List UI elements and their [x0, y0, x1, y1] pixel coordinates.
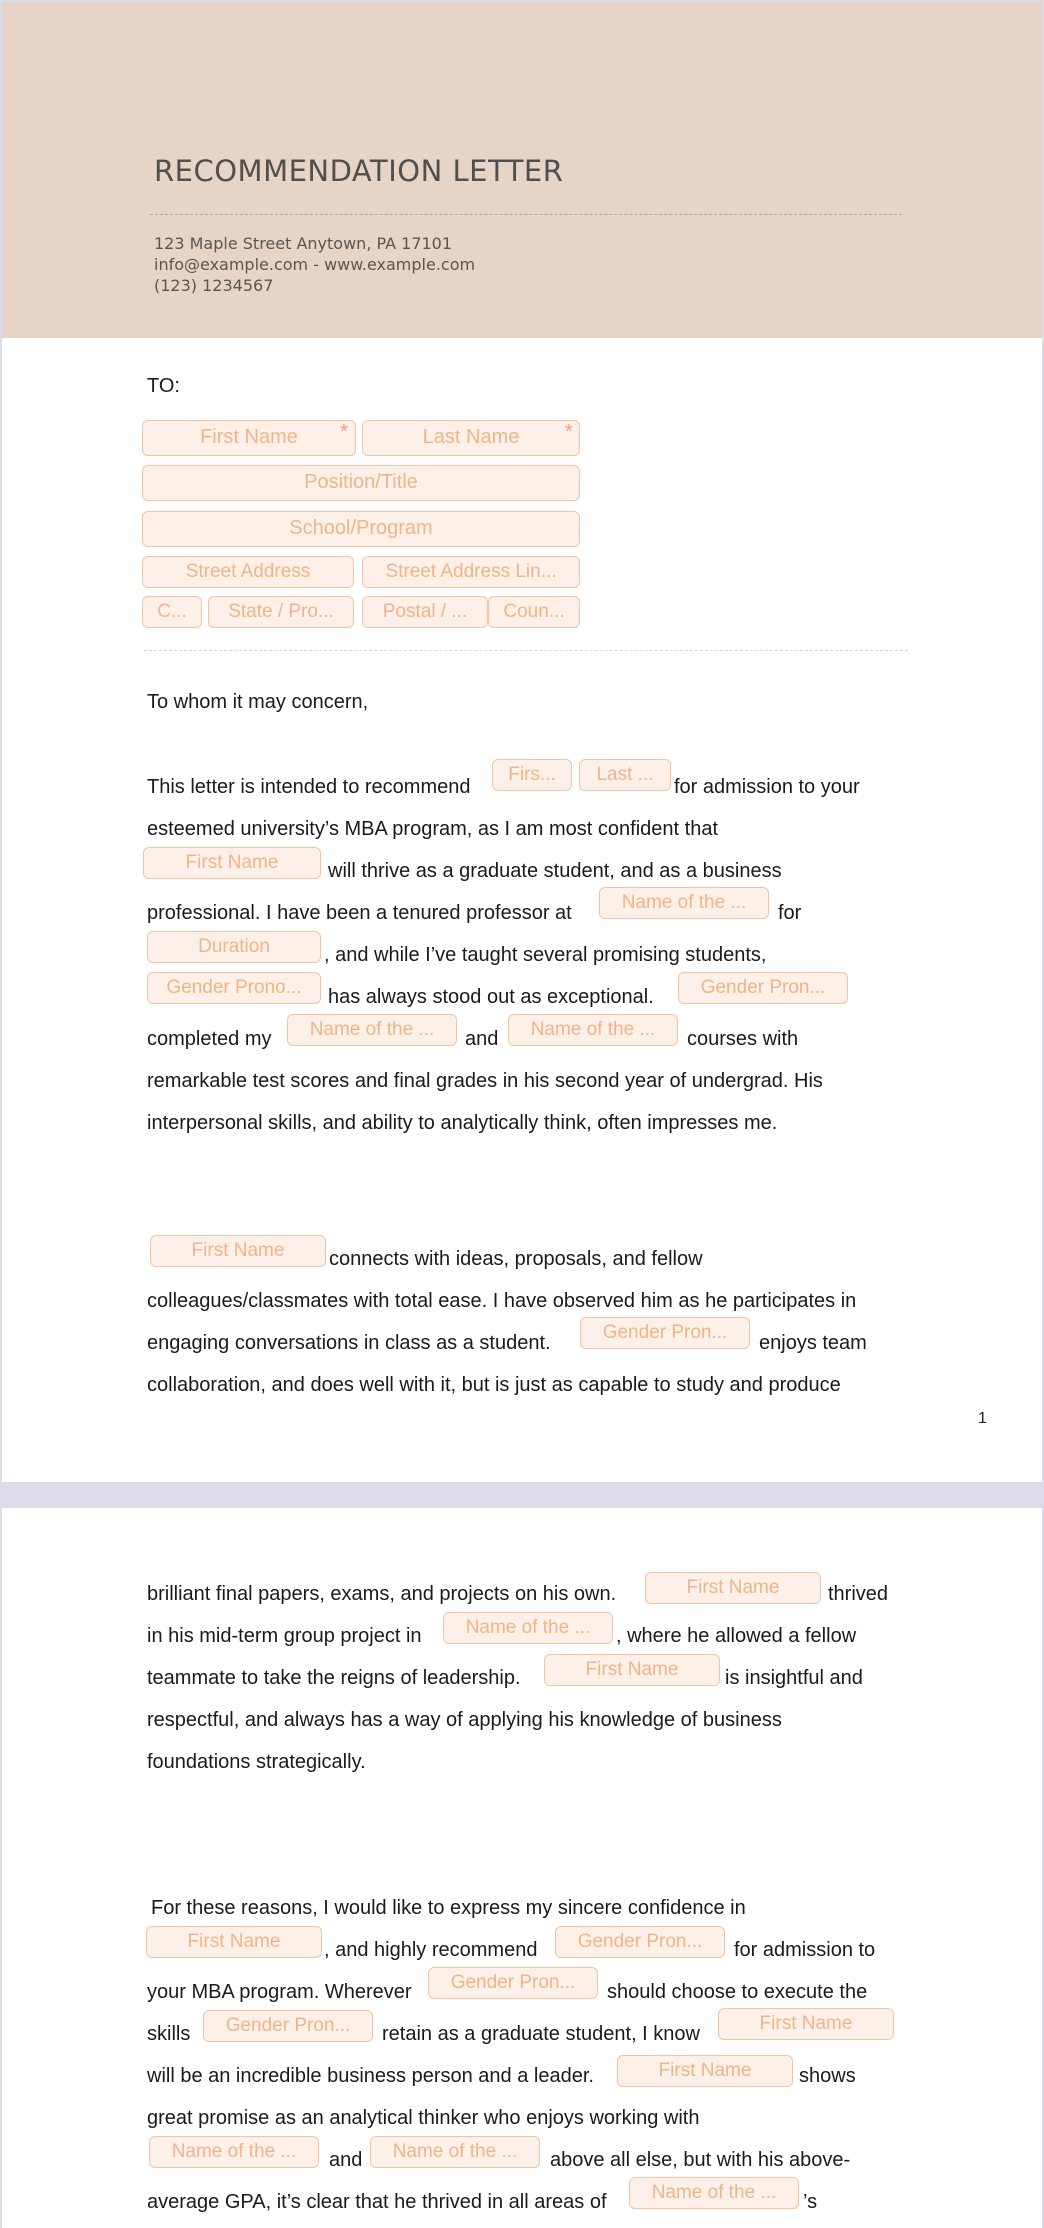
letter-text: , and while I’ve taught several promising students,: [324, 944, 767, 966]
state-province-field[interactable]: State / Pro...: [208, 596, 354, 628]
first-name-field[interactable]: First Name: [146, 1926, 322, 1958]
letter-text: skills: [147, 2023, 191, 2045]
section-divider: [144, 650, 908, 651]
letter-text: will thrive as a graduate student, and as a business: [328, 860, 782, 882]
letter-text: above all else, but with his above-: [550, 2149, 851, 2171]
letter-text: , where he allowed a fellow: [616, 1625, 857, 1647]
letter-text: great promise as an analytical thinker who enjoys working with: [147, 2107, 700, 2129]
country-field[interactable]: Coun...: [488, 596, 580, 628]
letter-text: collaboration, and does well with it, but is just as capable to study and produce: [147, 1374, 841, 1396]
letter-text: enjoys team: [759, 1332, 867, 1354]
letter-text: for admission to your: [674, 776, 860, 798]
letter-text: This letter is intended to recommend: [147, 776, 471, 798]
letter-text: and: [329, 2149, 363, 2171]
address-text: 123 Maple Street Anytown, PA 17101: [154, 234, 453, 253]
gender-pronoun-field[interactable]: Gender Pron...: [428, 1967, 598, 1999]
document-page-2: [2, 1508, 1042, 2228]
required-mark: *: [340, 421, 348, 443]
first-name-field[interactable]: First Name: [718, 2008, 894, 2040]
letter-text: average GPA, it’s clear that he thrived in all areas of: [147, 2191, 607, 2213]
letter-text: will be an incredible business person and a leader.: [147, 2065, 594, 2087]
school-program-field[interactable]: School/Program: [142, 511, 580, 547]
duration-field[interactable]: Duration: [147, 931, 321, 963]
required-mark: *: [565, 421, 573, 443]
subject-name-field[interactable]: Name of the ...: [370, 2136, 540, 2168]
letter-text: your MBA program. Wherever: [147, 1981, 412, 2003]
letter-text: shows: [799, 2065, 856, 2087]
to-last-name-field[interactable]: Last Name: [362, 420, 580, 456]
letter-text: interpersonal skills, and ability to analytically think, often impresses me.: [147, 1112, 778, 1134]
letter-text: for: [778, 902, 802, 924]
letter-text: esteemed university’s MBA program, as I am most confident that: [147, 818, 718, 840]
project-name-field[interactable]: Name of the ...: [443, 1612, 613, 1644]
letter-text: colleagues/classmates with total ease. I have observed him as he participates in: [147, 1290, 857, 1312]
letterhead: [2, 2, 1042, 338]
first-name-field[interactable]: First Name: [544, 1654, 720, 1686]
first-name-field[interactable]: First Name: [150, 1235, 326, 1267]
recommended-last-name-field[interactable]: Last ...: [579, 759, 671, 791]
letter-text: , and highly recommend: [324, 1939, 538, 1961]
subject-name-field[interactable]: Name of the ...: [149, 2136, 319, 2168]
letter-text: ’s: [803, 2191, 818, 2213]
salutation: To whom it may concern,: [147, 691, 369, 713]
phone-text: (123) 1234567: [154, 276, 274, 295]
letter-text: completed my: [147, 1028, 272, 1050]
page-number: 1: [978, 1410, 987, 1427]
letter-text: has always stood out as exceptional.: [328, 986, 654, 1008]
letter-text: should choose to execute the: [607, 1981, 868, 2003]
letter-text: foundations strategically.: [147, 1751, 366, 1773]
gender-pronoun-field[interactable]: Gender Pron...: [555, 1926, 725, 1958]
letter-text: for admission to: [734, 1939, 876, 1961]
postal-code-field[interactable]: Postal / ...: [362, 596, 488, 628]
divider: [150, 214, 902, 215]
gender-pronoun-field[interactable]: Gender Pron...: [203, 2010, 373, 2042]
street-address-line2-field[interactable]: Street Address Lin...: [362, 556, 580, 588]
letter-text: courses with: [687, 1028, 799, 1050]
institution-name-field[interactable]: Name of the ...: [599, 887, 769, 919]
to-first-name-field[interactable]: First Name: [142, 420, 356, 456]
to-label: TO:: [147, 375, 180, 397]
program-name-field[interactable]: Name of the ...: [629, 2177, 799, 2209]
gender-pronoun-field[interactable]: Gender Pron...: [678, 972, 848, 1004]
letter-text: professional. I have been a tenured professor at: [147, 902, 572, 924]
letter-text: engaging conversations in class as a student.: [147, 1332, 551, 1354]
letter-text: teammate to take the reigns of leadership.: [147, 1667, 521, 1689]
letter-text: For these reasons, I would like to express my sincere confidence in: [151, 1897, 746, 1919]
gender-pronoun-field[interactable]: Gender Pron...: [580, 1317, 750, 1349]
recommended-first-name-field[interactable]: Firs...: [492, 759, 572, 791]
street-address-field[interactable]: Street Address: [142, 556, 354, 588]
document-title: RECOMMENDATION LETTER: [154, 154, 564, 188]
gender-pronoun-field[interactable]: Gender Prono...: [147, 972, 321, 1004]
course-name-field[interactable]: Name of the ...: [508, 1014, 678, 1046]
letter-text: brilliant final papers, exams, and projects on his own.: [147, 1583, 617, 1605]
course-name-field[interactable]: Name of the ...: [287, 1014, 457, 1046]
letter-text: retain as a graduate student, I know: [382, 2023, 700, 2045]
letter-text: and: [465, 1028, 499, 1050]
city-field[interactable]: C...: [142, 596, 202, 628]
letter-text: is insightful and: [725, 1667, 863, 1689]
letter-text: thrived: [828, 1583, 889, 1605]
first-name-field[interactable]: First Name: [617, 2055, 793, 2087]
email-web-text: info@example.com - www.example.com: [154, 255, 476, 274]
first-name-field[interactable]: First Name: [143, 847, 321, 879]
letter-text: connects with ideas, proposals, and fellow: [329, 1248, 703, 1270]
letter-text: respectful, and always has a way of applying his knowledge of business: [147, 1709, 782, 1731]
first-name-field[interactable]: First Name: [645, 1572, 821, 1604]
document-page-1: [2, 2, 1042, 1482]
letter-text: remarkable test scores and final grades in his second year of undergrad. His: [147, 1070, 823, 1092]
position-title-field[interactable]: Position/Title: [142, 465, 580, 501]
letter-text: in his mid-term group project in: [147, 1625, 422, 1647]
